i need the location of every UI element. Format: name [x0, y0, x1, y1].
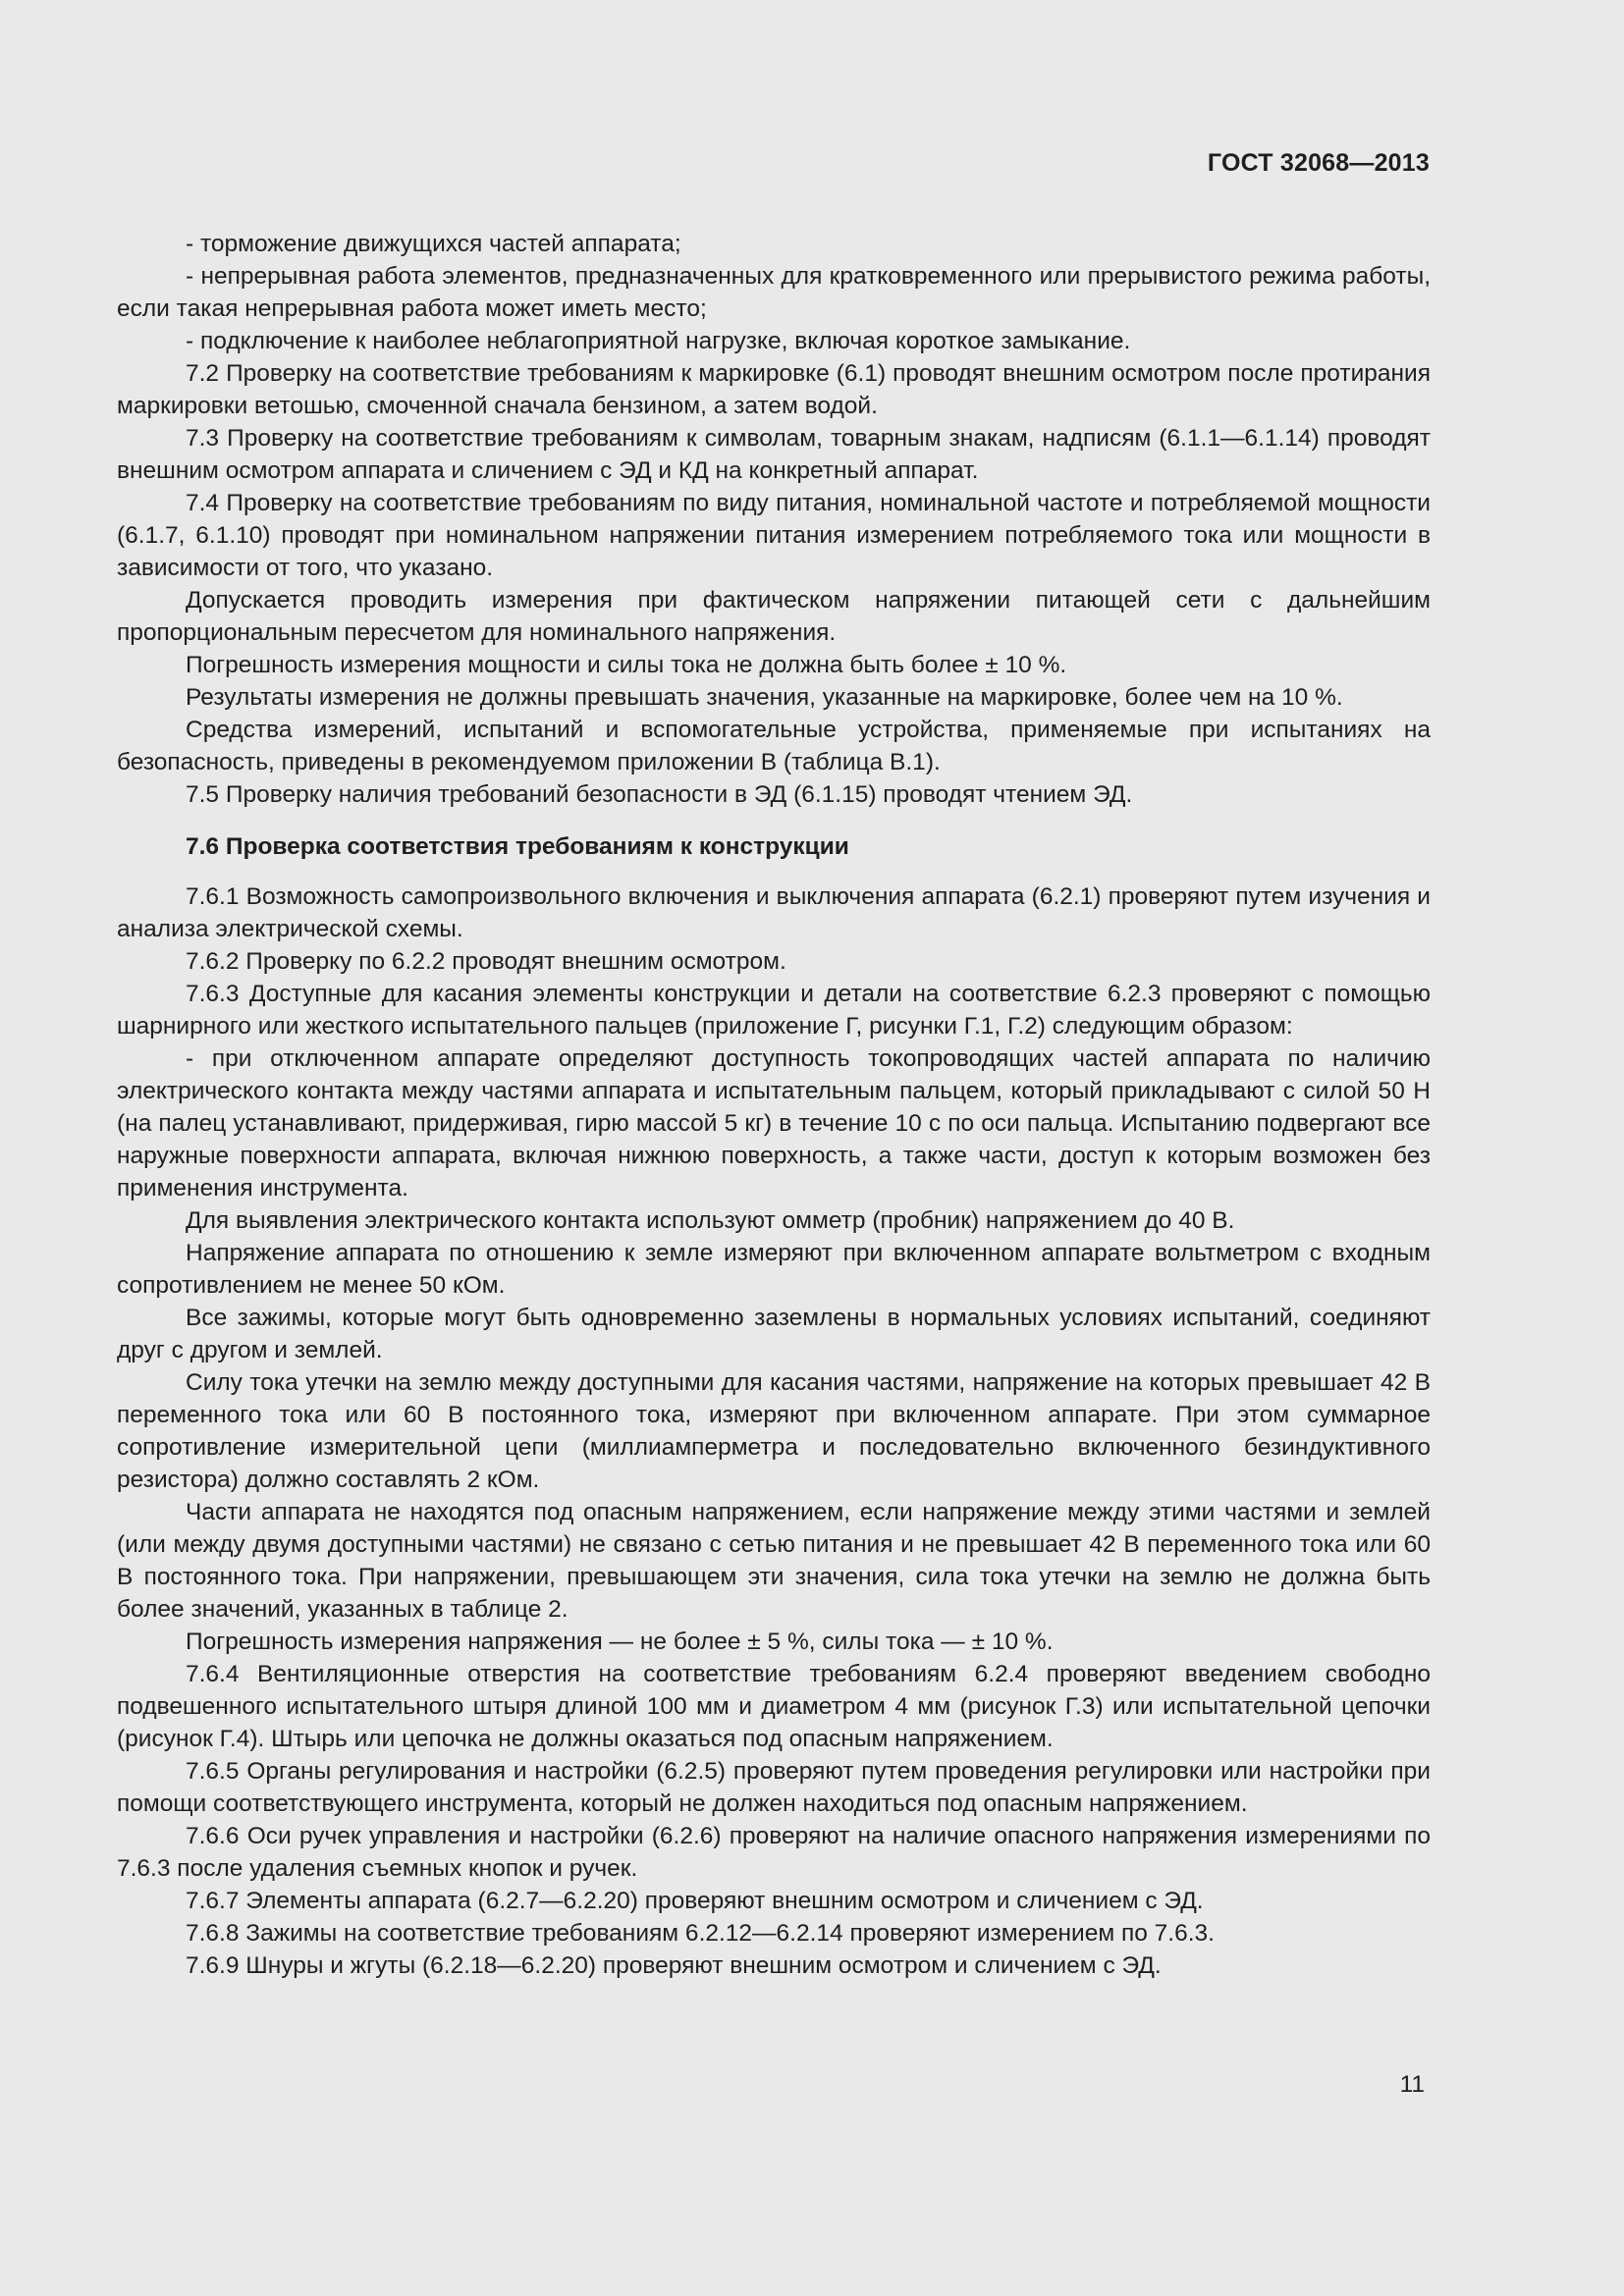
paragraph: 7.6.2 Проверку по 6.2.2 проводят внешним осмотром.: [186, 948, 786, 975]
paragraph: Погрешность измерения мощности и силы тока не должна быть более ± 10 %.: [186, 652, 1067, 678]
paragraph: - подключение к наиболее неблагоприятной нагрузке, включая короткое замыкание.: [186, 328, 1131, 354]
paragraph: 7.2 Проверку на соответствие требованиям к маркировке (6.1) проводят внешним осмотром после протирания маркировки ветошью, смоченной сначала бензином, а затем водой.: [117, 360, 1431, 419]
page-content: [117, 228, 1431, 1982]
paragraph: Результаты измерения не должны превышать значения, указанные на маркировке, более чем на 10 %.: [186, 684, 1343, 711]
paragraph: - торможение движущихся частей аппарата;: [186, 231, 681, 257]
paragraph: Погрешность измерения напряжения — не более ± 5 %, силы тока — ± 10 %.: [186, 1629, 1054, 1655]
paragraph: 7.6.6 Оси ручек управления и настройки (6.2.6) проверяют на наличие опасного напряжения измерениями по 7.6.3 после удаления съемных кнопок и ручек.: [117, 1823, 1431, 1882]
paragraph: - при отключенном аппарате определяют доступность токопроводящих частей аппарата по наличию электрического контакта между частями аппарата и испытательным пальцем, который прикладывают с силой 50 Н (на палец устанавливают, придерживая, гирю массой 5 кг) в течение 10 с по оси пальца. Испытанию подвергают все наружные поверхности аппарата, включая нижнюю поверхность, а также части, доступ к которым возможен без применения инструмента.: [117, 1045, 1431, 1201]
paragraph: 7.3 Проверку на соответствие требованиям к символам, товарным знакам, надписям (6.1.1—6.1.14) проводят внешним осмотром аппарата и сличением с ЭД и КД на конкретный аппарат.: [117, 425, 1431, 484]
paragraph: Для выявления электрического контакта используют омметр (пробник) напряжением до 40 В.: [186, 1207, 1235, 1234]
paragraph: Напряжение аппарата по отношению к земле измеряют при включенном аппарате вольтметром с входным сопротивлением не менее 50 кОм.: [117, 1240, 1431, 1299]
paragraph: 7.6.5 Органы регулирования и настройки (6.2.5) проверяют путем проведения регулировки или настройки при помощи соответствующего инструмента, который не должен находиться под опасным напряжением.: [117, 1758, 1431, 1817]
paragraph: Части аппарата не находятся под опасным напряжением, если напряжение между этими частями и землей (или между двумя доступными частями) не связано с сетью питания и не превышает 42 В переменного тока или 60 В постоянного тока. При напряжении, превышающем эти значения, сила тока утечки на землю не должна быть более значений, указанных в таблице 2.: [117, 1499, 1431, 1623]
section-heading: 7.6 Проверка соответствия требованиям к конструкции: [186, 833, 849, 860]
paragraph: 7.6.1 Возможность самопроизвольного включения и выключения аппарата (6.2.1) проверяют путем изучения и анализа электрической схемы.: [117, 883, 1431, 942]
paragraph: 7.6.7 Элементы аппарата (6.2.7—6.2.20) проверяют внешним осмотром и сличением с ЭД.: [186, 1888, 1204, 1914]
paragraph: 7.6.9 Шнуры и жгуты (6.2.18—6.2.20) проверяют внешним осмотром и сличением с ЭД.: [186, 1952, 1162, 1979]
paragraph: 7.6.8 Зажимы на соответствие требованиям 6.2.12—6.2.14 проверяют измерением по 7.6.3.: [186, 1920, 1215, 1947]
paragraph: 7.5 Проверку наличия требований безопасности в ЭД (6.1.15) проводят чтением ЭД.: [186, 781, 1133, 808]
standard-header: ГОСТ 32068—2013: [1207, 149, 1430, 177]
paragraph: Силу тока утечки на землю между доступными для касания частями, напряжение на которых превышает 42 В переменного тока или 60 В постоянного тока, измеряют при включенном аппарате. При этом суммарное сопротивление измерительной цепи (миллиамперметра и последовательно включенного безиндуктивного резистора) должно составлять 2 кОм.: [117, 1369, 1431, 1493]
paragraph: - непрерывная работа элементов, предназначенных для кратковременного или прерывистого режима работы, если такая непрерывная работа может иметь место;: [117, 263, 1431, 322]
paragraph: Допускается проводить измерения при фактическом напряжении питающей сети с дальнейшим пропорциональным пересчетом для номинального напряжения.: [117, 587, 1431, 646]
paragraph: Все зажимы, которые могут быть одновременно заземлены в нормальных условиях испытаний, соединяют друг с другом и землей.: [117, 1305, 1431, 1363]
paragraph: Средства измерений, испытаний и вспомогательные устройства, применяемые при испытаниях на безопасность, приведены в рекомендуемом приложении В (таблица В.1).: [117, 717, 1431, 775]
paragraph: 7.6.3 Доступные для касания элементы конструкции и детали на соответствие 6.2.3 проверяют с помощью шарнирного или жесткого испытательного пальцев (приложение Г, рисунки Г.1, Г.2) следующим образом:: [117, 981, 1431, 1040]
paragraph: 7.6.4 Вентиляционные отверстия на соответствие требованиям 6.2.4 проверяют введением свободно подвешенного испытательного штыря длиной 100 мм и диаметром 4 мм (рисунок Г.3) или испытательной цепочки (рисунок Г.4). Штырь или цепочка не должны оказаться под опасным напряжением.: [117, 1661, 1431, 1752]
page-number: 11: [1399, 2071, 1425, 2098]
paragraph: 7.4 Проверку на соответствие требованиям по виду питания, номинальной частоте и потребляемой мощности (6.1.7, 6.1.10) проводят при номинальном напряжении питания измерением потребляемого тока или мощности в зависимости от того, что указано.: [117, 490, 1431, 581]
